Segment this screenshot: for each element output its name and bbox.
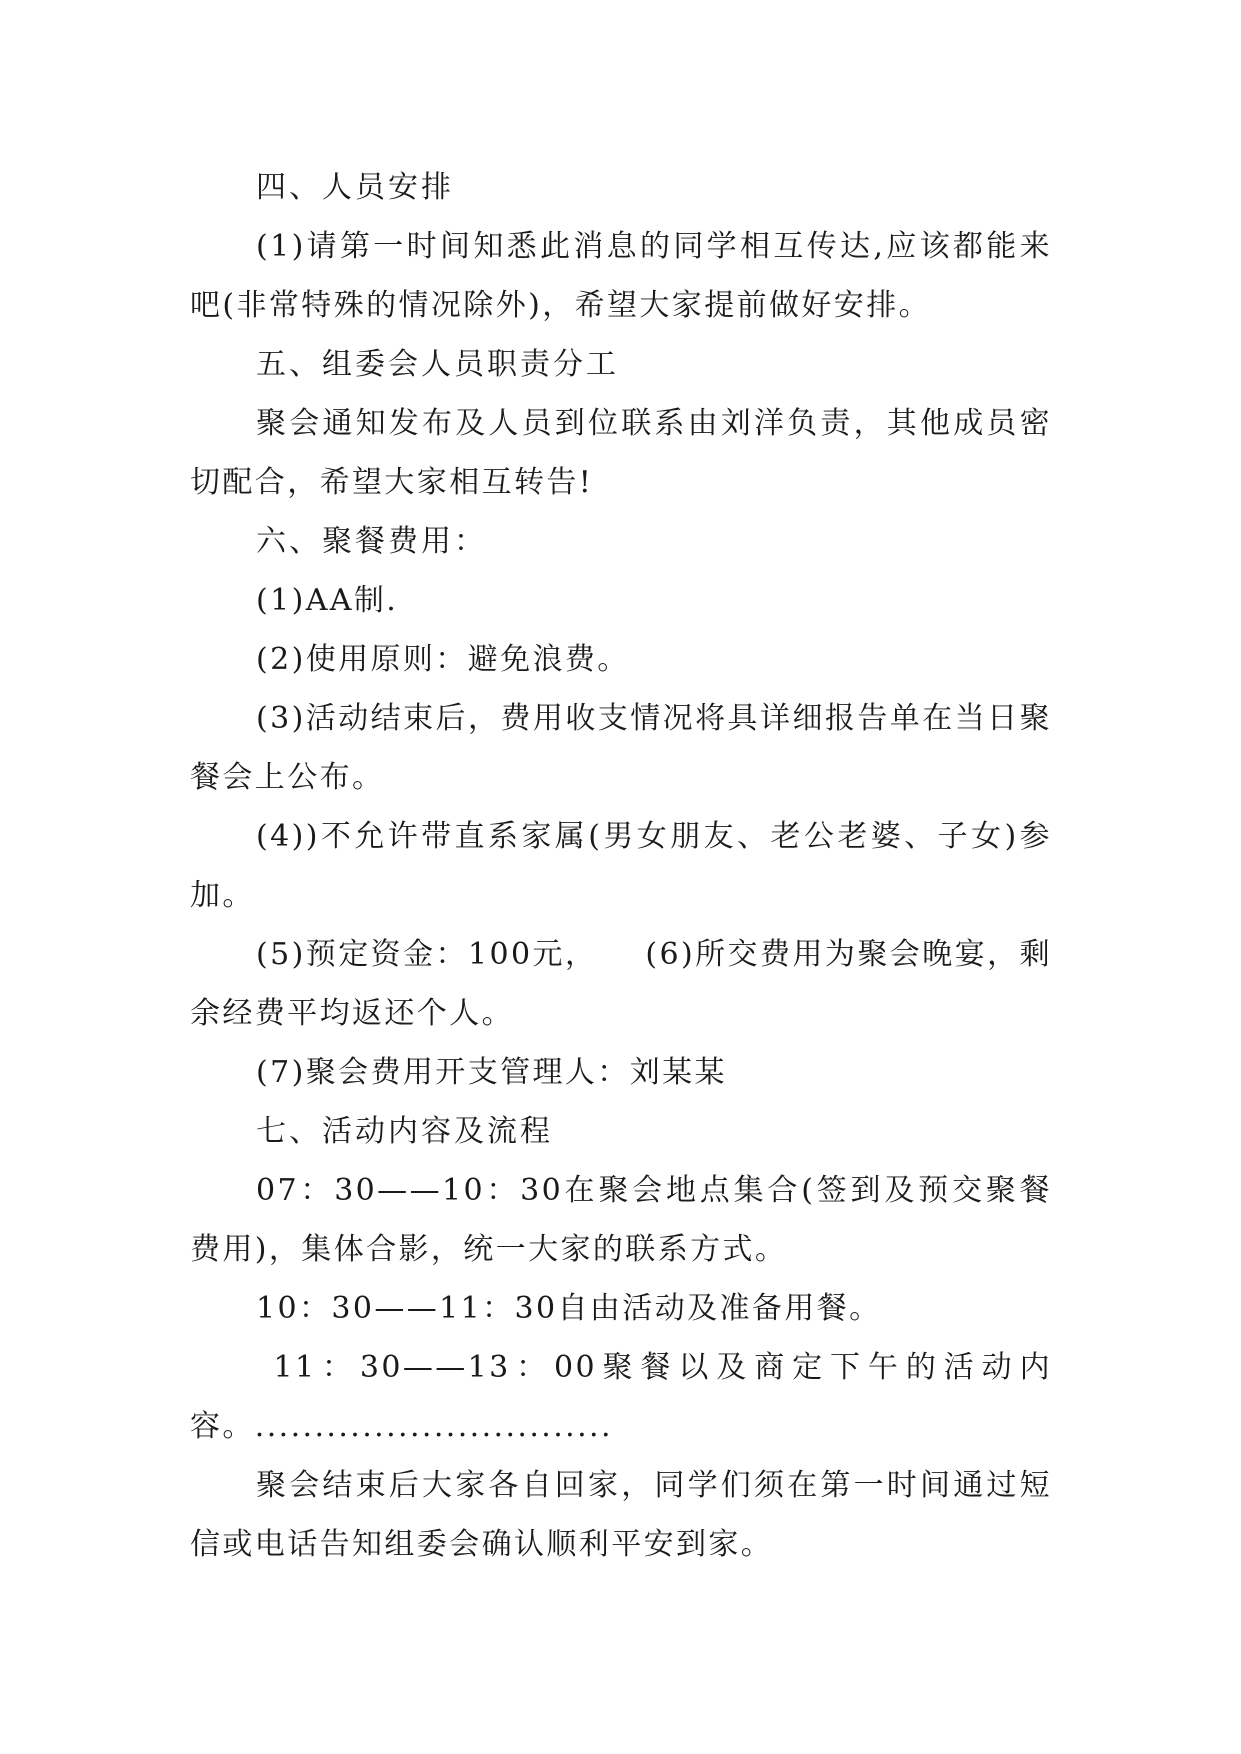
section-heading-personnel: 四、人员安排 (256, 170, 454, 205)
paragraph-cost-item-1: (1)AA制. (256, 583, 399, 618)
document-body (190, 158, 1052, 1574)
paragraph-cost-item-5-6: (5)预定资金：100元， (6)所交费用为聚会晚宴，剩余经费平均返还个人。 (190, 937, 1052, 1031)
paragraph-schedule-gathering: 07：30——10：30在聚会地点集合(签到及预交聚餐费用)，集体合影，统一大家的联系方式。 (190, 1173, 1052, 1267)
paragraph-cost-item-2: (2)使用原则：避免浪费。 (256, 642, 630, 677)
paragraph-schedule-dinner: 11：30——13：00聚餐以及商定下午的活动内容。.............................. (190, 1350, 1052, 1444)
paragraph-cost-item-3: (3)活动结束后，费用收支情况将具详细报告单在当日聚餐会上公布。 (190, 701, 1052, 795)
section-heading-activity-schedule: 七、活动内容及流程 (256, 1114, 553, 1149)
section-heading-committee-duties: 五、组委会人员职责分工 (256, 347, 619, 382)
paragraph-cost-item-7: (7)聚会费用开支管理人：刘某某 (256, 1055, 727, 1090)
paragraph-closing-note: 聚会结束后大家各自回家，同学们须在第一时间通过短信或电话告知组委会确认顺利平安到家。 (190, 1468, 1052, 1562)
paragraph-schedule-free-activity: 10：30——11：30自由活动及准备用餐。 (256, 1291, 882, 1326)
section-heading-dinner-cost: 六、聚餐费用： (256, 524, 487, 559)
paragraph-committee-duties: 聚会通知发布及人员到位联系由刘洋负责，其他成员密切配合，希望大家相互转告! (190, 406, 1052, 500)
paragraph-personnel-item-1: (1)请第一时间知悉此消息的同学相互传达,应该都能来吧(非常特殊的情况除外)，希望大家提前做好安排。 (190, 229, 1052, 323)
paragraph-cost-item-4: (4))不允许带直系家属(男女朋友、老公老婆、子女)参加。 (190, 819, 1052, 913)
